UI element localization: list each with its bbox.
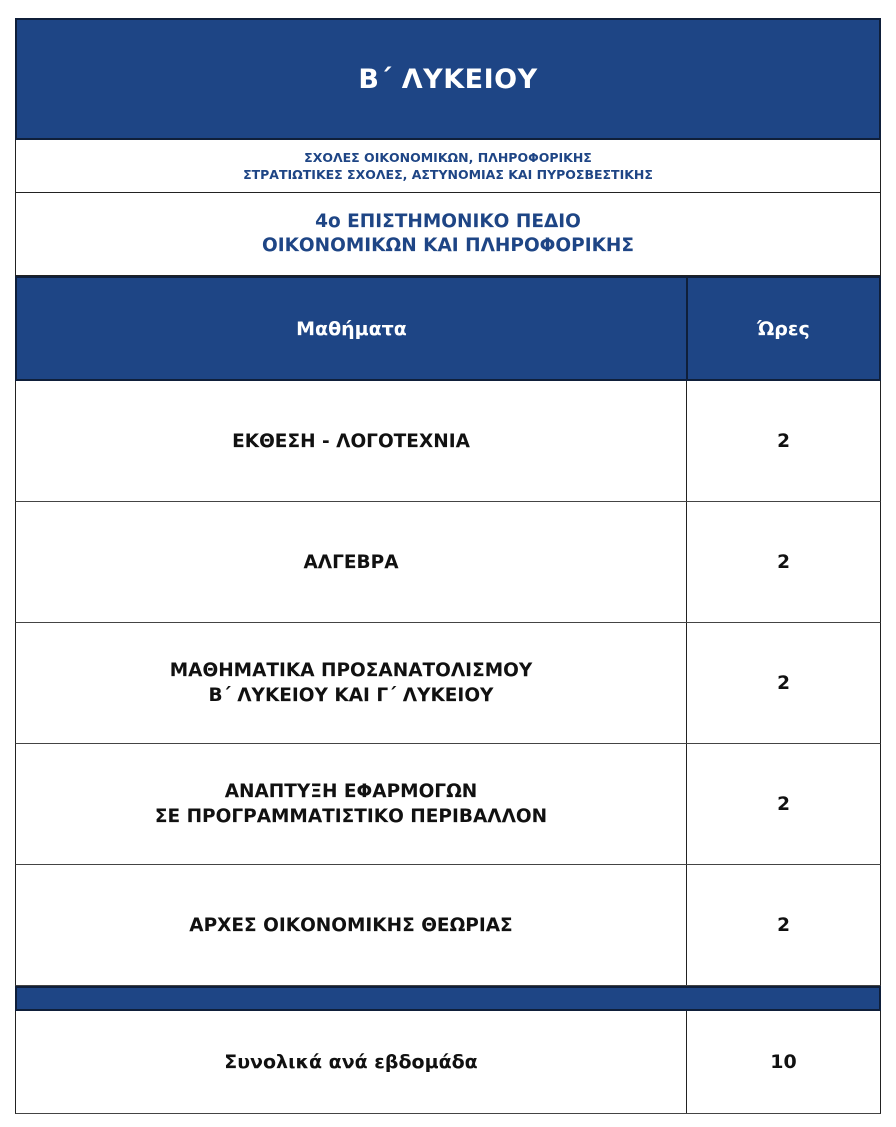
subject-name: ΑΡΧΕΣ ΟΙΚΟΝΟΜΙΚΗΣ ΘΕΩΡΙΑΣ	[189, 914, 513, 936]
column-header-row	[15, 276, 881, 381]
total-hours: 10	[770, 1051, 797, 1073]
schools-line-1: ΣΧΟΛΕΣ ΟΙΚΟΝΟΜΙΚΩΝ, ΠΛΗΡΟΦΟΡΙΚΗΣ	[304, 150, 592, 165]
table-row	[15, 623, 881, 744]
hours-cell: 2	[777, 672, 790, 694]
subject-name-line-2: ΣΕ ΠΡΟΓΡΑΜΜΑΤΙΣΤΙΚΟ ΠΕΡΙΒΑΛΛΟΝ	[154, 806, 548, 827]
column-header-hours: Ώρες	[757, 317, 810, 340]
subject-name-line-2: Β΄ ΛΥΚΕΙΟΥ ΚΑΙ Γ΄ ΛΥΚΕΙΟΥ	[208, 685, 494, 706]
subject-cell	[16, 502, 687, 622]
table-row	[15, 502, 881, 623]
hours-cell: 2	[777, 430, 790, 452]
field-line-1: 4ο ΕΠΙΣΤΗΜΟΝΙΚΟ ΠΕΔΙΟ	[315, 211, 581, 232]
subject-name-line-1: ΑΝΑΠΤΥΞΗ ΕΦΑΡΜΟΓΩΝ	[224, 781, 478, 802]
subject-cell	[16, 623, 687, 743]
total-label: Συνολικά ανά εβδομάδα	[16, 1011, 687, 1113]
subject-cell	[16, 865, 687, 985]
field-line-2: ΟΙΚΟΝΟΜΙΚΩΝ ΚΑΙ ΠΛΗΡΟΦΟΡΙΚΗΣ	[261, 235, 635, 256]
total-row	[15, 1011, 881, 1114]
schedule-table	[15, 18, 881, 1114]
schools-banner	[15, 140, 881, 193]
subject-name-line-1: ΜΑΘΗΜΑΤΙΚΑ ΠΡΟΣΑΝΑΤΟΛΙΣΜΟΥ	[169, 660, 533, 681]
subject-name: ΕΚΘΕΣΗ - ΛΟΓΟΤΕΧΝΙΑ	[232, 430, 470, 452]
subject-cell	[16, 381, 687, 501]
separator-bar	[15, 986, 881, 1011]
table-row	[15, 381, 881, 502]
column-header-subjects: Μαθήματα	[17, 278, 688, 379]
hours-cell: 2	[777, 793, 790, 815]
hours-cell: 2	[777, 551, 790, 573]
table-row	[15, 865, 881, 986]
scientific-field-banner	[15, 193, 881, 276]
class-title-text: Β΄ ΛΥΚΕΙΟΥ	[358, 63, 538, 95]
table-row	[15, 744, 881, 865]
subject-cell	[16, 744, 687, 864]
schools-line-2: ΣΤΡΑΤΙΩΤΙΚΕΣ ΣΧΟΛΕΣ, ΑΣΤΥΝΟΜΙΑΣ ΚΑΙ ΠΥΡΟΣΒΕΣΤΙΚΗΣ	[243, 167, 653, 182]
hours-cell: 2	[777, 914, 790, 936]
class-title	[15, 18, 881, 140]
subject-name: ΑΛΓΕΒΡΑ	[303, 551, 399, 573]
